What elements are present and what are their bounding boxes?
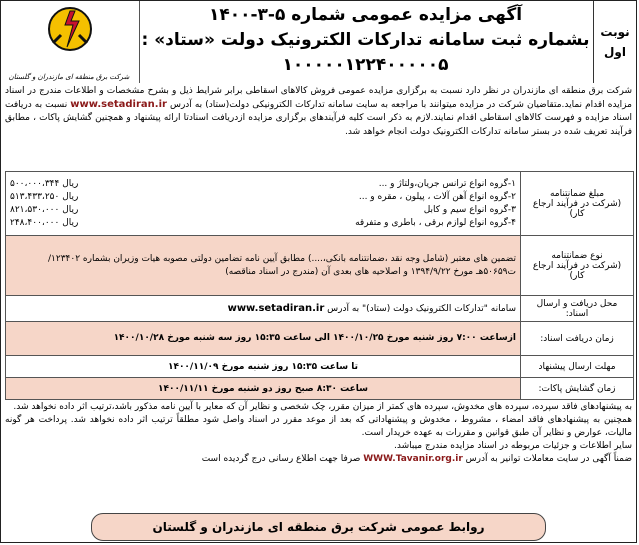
tavanir-url[interactable]: WWW.Tavanir.org.ir bbox=[363, 454, 463, 464]
title-line-1: آگهی مزایده عمومی شماره ۵-۳-۱۴۰۰ bbox=[208, 5, 523, 25]
footer-para-4-text-2: صرفا جهت اطلاع رسانی درج گردیده است bbox=[201, 454, 361, 464]
receive-time-value: ازساعت ۷:۰۰ روز شنبه مورخ ۱۴۰۰/۱۰/۲۵ الی ساعت ۱۵:۳۵ روز سه شنبه مورخ ۱۴۰۰/۱۰/۲۸ bbox=[6, 322, 521, 356]
amount-unit: ریال bbox=[62, 204, 79, 215]
footer-para-2: همچنین به پیشنهادهای فاقد امضاء ، مشروط ، مخدوش و پیشنهاداتی که بعد از موعد مقرر در اسناد واصل شود مطلقاً ترتیب اثر داده نخواهد شد. پرداخت هر گونه مالیات، عوارض و نظایر آن طبق قوانین و مقررات به عهده خریدار است. bbox=[5, 415, 632, 438]
guarantee-type-label: نوع ضمانتنامه (شرکت در فرآیند ارجاع کار) bbox=[521, 236, 634, 296]
deposit-item-amount bbox=[10, 217, 120, 230]
deposit-list bbox=[6, 172, 521, 236]
amount-value: ۵۰۰،۰۰۰،۳۴۴ bbox=[10, 178, 60, 189]
guarantee-type-value: تضمین های معتبر (شامل وجه نقد ،ضمانتنامه بانکی،....) مطابق آیین نامه تضامین دولتی مصوبه هیات وزیران بشماره ۱۲۳۴۰۲/ت۵۰۶۵۹هـ مورخ ۱۳۹۴/۹/۲۲ و اصلاحیه های بعدی آن (مندرج در اسناد مناقصه) bbox=[6, 236, 521, 296]
logo-caption: شرکت برق منطقه ای مازندران و گلستان bbox=[8, 73, 130, 81]
footer-para-4 bbox=[5, 453, 632, 466]
footer-para-1: به پیشنهادهای فاقد سپرده، سپرده های مخدوش، سپرده های کمتر از میزان مقرر، چک شخصی و نظایر آن که معایر با آیین نامه مذکور باشد،ترتیب اثر داده نخواهد شد. bbox=[13, 402, 632, 412]
opening-label: زمان گشایش پاکات: bbox=[521, 378, 634, 400]
deposit-item bbox=[10, 191, 516, 204]
round-label: نوبت bbox=[600, 25, 630, 39]
title-line-2: بشماره ثبت سامانه تدارکات الکترونیک دولت «ستاد» : bbox=[141, 30, 590, 50]
deposit-item-amount bbox=[10, 178, 120, 191]
receive-place-value bbox=[6, 296, 521, 322]
table-row-deposit bbox=[6, 172, 634, 236]
table-row-opening bbox=[6, 378, 634, 400]
title-line-3: ۱۰۰۰۰۰۱۲۲۴۰۰۰۰۰۵ bbox=[282, 55, 449, 75]
deposit-item-amount bbox=[10, 191, 120, 204]
public-relations-banner: روابط عمومی شرکت برق منطقه ای مازندران و گلستان bbox=[91, 513, 546, 541]
table-row-deadline bbox=[6, 356, 634, 378]
deadline-label: مهلت ارسال پیشنهاد bbox=[521, 356, 634, 378]
receive-place-url[interactable]: www.setadiran.ir bbox=[227, 303, 325, 314]
table-row-receive-time bbox=[6, 322, 634, 356]
ad-title bbox=[139, 3, 592, 81]
auction-details-table bbox=[5, 171, 634, 400]
power-company-logo-icon bbox=[43, 5, 97, 61]
deposit-item bbox=[10, 178, 516, 191]
deadline-value: تا ساعت ۱۵:۳۵ روز شنبه مورخ ۱۴۰۰/۱۱/۰۹ bbox=[6, 356, 521, 378]
round-badge bbox=[593, 1, 636, 83]
deposit-item-name: ۴-گروه انواع لوازم برقی ، باطری و متفرقه bbox=[355, 217, 516, 228]
opening-value: ساعت ۸:۳۰ صبح روز دو شنبه مورخ ۱۴۰۰/۱۱/۱۱ bbox=[6, 378, 521, 400]
footer-notes bbox=[5, 401, 632, 466]
footer-para-3: سایر اطلاعات و جزئیات مربوطه در اسناد مزایده مندرج میباشد. bbox=[394, 441, 632, 451]
amount-unit: ریال bbox=[62, 217, 79, 228]
amount-unit: ریال bbox=[62, 191, 79, 202]
ad-header bbox=[1, 1, 636, 83]
table-row-receive-place bbox=[6, 296, 634, 322]
intro-text-1: شرکت برق منطقه ای مازندران در نظر دارد نسبت به برگزاری مزایده عمومی فروش کالاهای اسقاطی برابر شرایط ذیل و بشرح مشخصات و اطلاعات مندرج در اسناد مزایده اقدام نماید.متقاضیان شرکت در مزایده میتوانند با مراجعه به سایت سامانه تدارکات الکترونیکی دولت(ستاد) به آدرس bbox=[5, 86, 632, 111]
footer-para-4-text-1: ضمناً آگهی در سایت معاملات توانیر به آدرس bbox=[465, 454, 632, 464]
company-logo bbox=[1, 1, 140, 83]
table-row-guarantee-type bbox=[6, 236, 634, 296]
deposit-item-name: ۲-گروه انواع آهن آلات ، پیلون ، مقره و ... bbox=[358, 191, 516, 202]
deposit-label: مبلغ ضمانتنامه (شرکت در فرآیند ارجاع کار) bbox=[521, 172, 634, 236]
round-value: اول bbox=[604, 45, 626, 59]
receive-place-text: سامانه "تدارکات الکترونیک دولت (ستاد)" به آدرس bbox=[327, 304, 516, 314]
intro-paragraph bbox=[5, 85, 632, 139]
deposit-item-name: ۱-گروه انواع ترانس جریان،ولتاژ و ... bbox=[378, 178, 516, 189]
setad-url[interactable]: www.setadiran.ir bbox=[70, 99, 167, 111]
receive-time-label: زمان دریافت اسناد: bbox=[521, 322, 634, 356]
amount-value: ۲۴۸،۴۰۰،۰۰۰ bbox=[10, 217, 60, 228]
deposit-item bbox=[10, 204, 516, 217]
deposit-item-name: ۳-گروه انواع سیم و کابل bbox=[423, 204, 516, 215]
deposit-item bbox=[10, 217, 516, 230]
amount-value: ۵۱۳،۴۳۳،۲۵۰ bbox=[10, 191, 60, 202]
amount-value: ۸۲۱،۵۳۰،۰۰۰ bbox=[10, 204, 60, 215]
receive-place-label: محل دریافت و ارسال اسناد: bbox=[521, 296, 634, 322]
intro-text-2: نسبت به دریافت اسناد مزایده و فهرست کالاهای اسقاطی اقدام نمایند.لازم به ذکر است کلیه فرآیندهای برگزاری مزایده ازدریافت اسنادتا ارائه پیشنهاد و همچنین گشایش پاکات ، مطابق فرآیند تعریف شده در بستر سامانه تدارکات الکترونیک دولت انجام خواهد شد. bbox=[5, 100, 632, 137]
deposit-item-amount bbox=[10, 204, 120, 217]
amount-unit: ریال bbox=[62, 178, 79, 189]
